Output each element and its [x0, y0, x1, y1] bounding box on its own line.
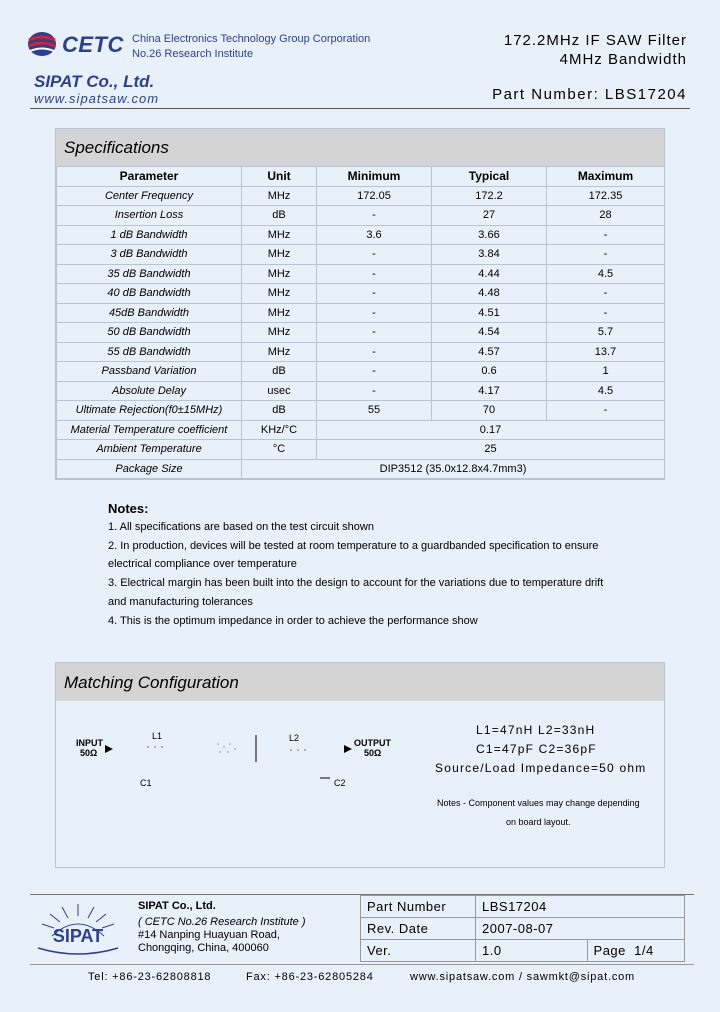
parameter-cell: 1 dB Bandwidth — [57, 225, 242, 245]
value-cell: 4.5 — [547, 264, 665, 284]
value-cell: KHz/°C — [242, 420, 317, 440]
sipat-logo-text: SIPAT — [52, 926, 104, 946]
value-cell: 4.54 — [432, 323, 547, 343]
value-cell: 28 — [547, 206, 665, 226]
sipat-logo-icon — [32, 902, 124, 960]
value-cell: MHz — [242, 186, 317, 206]
c2-label: C2 — [334, 778, 346, 788]
table-header-row — [57, 167, 665, 187]
value-cell: dB — [242, 362, 317, 382]
parameter-cell: Passband Variation — [57, 362, 242, 382]
ver-label: Ver. — [361, 940, 476, 962]
value-cell: 3.84 — [432, 245, 547, 265]
footer-web-email[interactable]: www.sipatsaw.com / sawmkt@sipat.com — [410, 971, 635, 983]
header-part-number: Part Number: LBS17204 — [492, 86, 687, 103]
rev-date-value: 2007-08-07 — [476, 918, 685, 940]
impedance-value: Source/Load Impedance=50 ohm — [435, 761, 647, 775]
value-cell: 0.17 — [317, 420, 665, 440]
value-cell: 4.48 — [432, 284, 547, 304]
website-link[interactable]: www.sipatsaw.com — [34, 91, 160, 106]
document-info-table — [360, 895, 685, 962]
table-row — [57, 284, 665, 304]
table-row — [57, 459, 665, 479]
parameter-cell: 55 dB Bandwidth — [57, 342, 242, 362]
footer-fax: Fax: +86-23-62805284 — [246, 971, 374, 983]
value-cell: - — [547, 245, 665, 265]
value-cell: - — [547, 303, 665, 323]
value-cell: MHz — [242, 303, 317, 323]
table-row — [57, 225, 665, 245]
value-cell: MHz — [242, 245, 317, 265]
value-cell: - — [317, 323, 432, 343]
footer-institute: ( CETC No.26 Research Institute ) — [138, 916, 306, 928]
value-cell: 172.35 — [547, 186, 665, 206]
value-cell: 4.44 — [432, 264, 547, 284]
product-subtitle: 4MHz Bandwidth — [559, 51, 687, 68]
value-cell: 3.66 — [432, 225, 547, 245]
output-impedance: 50Ω — [364, 748, 382, 758]
cetc-logo-text: CETC — [62, 32, 124, 57]
table-row — [57, 381, 665, 401]
note-line: 1. All specifications are based on the test circuit shown — [108, 521, 374, 533]
value-cell: DIP3512 (35.0x12.8x4.7mm3) — [242, 459, 665, 479]
value-cell: 70 — [432, 401, 547, 421]
note-line: electrical compliance over temperature — [108, 558, 297, 570]
value-cell: 5.7 — [547, 323, 665, 343]
column-header: Typical — [432, 167, 547, 187]
value-cell: - — [317, 342, 432, 362]
note-line: 2. In production, devices will be tested at room temperature to a guardbanded specification to ensure — [108, 540, 599, 552]
company-name: SIPAT Co., Ltd. — [34, 72, 155, 91]
header-divider — [30, 108, 690, 109]
table-row — [361, 918, 685, 940]
component-values-l: L1=47nH L2=33nH — [476, 723, 596, 737]
org-name-line2: No.26 Research Institute — [132, 48, 254, 60]
value-cell: 172.2 — [432, 186, 547, 206]
value-cell: 172.05 — [317, 186, 432, 206]
table-row — [57, 362, 665, 382]
value-cell: - — [317, 264, 432, 284]
footer-company: SIPAT Co., Ltd. — [138, 900, 216, 912]
component-values-c: C1=47pF C2=36pF — [476, 742, 597, 756]
column-header: Maximum — [547, 167, 665, 187]
value-cell: - — [547, 401, 665, 421]
value-cell: 3.6 — [317, 225, 432, 245]
value-cell: MHz — [242, 264, 317, 284]
ver-value: 1.0 — [476, 940, 588, 962]
parameter-cell: Package Size — [57, 459, 242, 479]
note-line: 3. Electrical margin has been built into the design to account for the variations due to temperature drift — [108, 577, 604, 589]
footer-tel: Tel: +86-23-62808818 — [88, 971, 212, 983]
table-row — [361, 896, 685, 918]
value-cell: - — [547, 225, 665, 245]
value-cell: MHz — [242, 323, 317, 343]
rev-date-label: Rev. Date — [361, 918, 476, 940]
part-number-value: LBS17204 — [476, 896, 685, 918]
table-row — [361, 940, 685, 962]
matching-title: Matching Configuration — [56, 663, 664, 701]
value-cell: °C — [242, 440, 317, 460]
table-row — [57, 264, 665, 284]
l2-label: L2 — [289, 733, 300, 743]
output-arrow-icon — [343, 744, 353, 754]
table-row — [57, 420, 665, 440]
input-impedance: 50Ω — [80, 748, 98, 758]
parameter-cell: Ambient Temperature — [57, 440, 242, 460]
parameter-cell: Absolute Delay — [57, 381, 242, 401]
column-header: Unit — [242, 167, 317, 187]
value-cell: 1 — [547, 362, 665, 382]
value-cell: - — [317, 245, 432, 265]
specifications-table — [56, 166, 665, 479]
output-label: OUTPUT — [354, 738, 391, 748]
parameter-cell: 45dB Bandwidth — [57, 303, 242, 323]
table-row — [57, 245, 665, 265]
value-cell: MHz — [242, 284, 317, 304]
parameter-cell: 35 dB Bandwidth — [57, 264, 242, 284]
product-title: 172.2MHz IF SAW Filter — [503, 32, 687, 49]
value-cell: - — [317, 362, 432, 382]
table-row — [57, 206, 665, 226]
table-row — [57, 186, 665, 206]
footer-contact-divider — [30, 964, 694, 965]
value-cell: MHz — [242, 225, 317, 245]
footer-address-line2: Chongqing, China, 400060 — [138, 942, 269, 954]
parameter-cell: 3 dB Bandwidth — [57, 245, 242, 265]
parameter-cell: Material Temperature coefficient — [57, 420, 242, 440]
value-cell: 55 — [317, 401, 432, 421]
parameter-cell: Ultimate Rejection(f0±15MHz) — [57, 401, 242, 421]
specifications-panel — [55, 128, 665, 480]
page-value: 1/4 — [634, 943, 654, 958]
parameter-cell: Insertion Loss — [57, 206, 242, 226]
value-cell: 0.6 — [432, 362, 547, 382]
parameter-cell: 40 dB Bandwidth — [57, 284, 242, 304]
table-row — [57, 323, 665, 343]
column-header: Parameter — [57, 167, 242, 187]
specifications-title: Specifications — [56, 129, 664, 166]
cetc-logo-icon — [26, 28, 58, 60]
value-cell: 4.51 — [432, 303, 547, 323]
table-row — [57, 303, 665, 323]
value-cell: dB — [242, 401, 317, 421]
value-cell: MHz — [242, 342, 317, 362]
table-row — [57, 440, 665, 460]
value-cell: 4.5 — [547, 381, 665, 401]
input-label: INPUT — [76, 738, 103, 748]
value-cell: 4.57 — [432, 342, 547, 362]
value-cell: 27 — [432, 206, 547, 226]
note-line: 4. This is the optimum impedance in order to achieve the performance show — [108, 615, 478, 627]
value-cell: 4.17 — [432, 381, 547, 401]
column-header: Minimum — [317, 167, 432, 187]
value-cell: - — [317, 381, 432, 401]
value-cell: - — [317, 206, 432, 226]
page-label: Page — [593, 943, 626, 958]
matching-note-line2: on board layout. — [506, 817, 571, 827]
footer-address-line1: #14 Nanping Huayuan Road, — [138, 929, 280, 941]
note-line: and manufacturing tolerances — [108, 596, 253, 608]
value-cell: - — [547, 284, 665, 304]
value-cell: - — [317, 284, 432, 304]
matching-note-line1: Notes - Component values may change depending — [437, 798, 640, 808]
parameter-cell: 50 dB Bandwidth — [57, 323, 242, 343]
l1-label: L1 — [152, 731, 163, 741]
parameter-cell: Center Frequency — [57, 186, 242, 206]
org-name-line1: China Electronics Technology Group Corporation — [132, 33, 371, 45]
page-cell — [587, 940, 684, 962]
notes-title: Notes: — [108, 501, 149, 516]
value-cell: 25 — [317, 440, 665, 460]
value-cell: dB — [242, 206, 317, 226]
c1-label: C1 — [140, 778, 152, 788]
part-number-label: Part Number — [361, 896, 476, 918]
table-row — [57, 342, 665, 362]
value-cell: - — [317, 303, 432, 323]
table-row — [57, 401, 665, 421]
input-arrow-icon — [104, 744, 114, 754]
value-cell: usec — [242, 381, 317, 401]
value-cell: 13.7 — [547, 342, 665, 362]
